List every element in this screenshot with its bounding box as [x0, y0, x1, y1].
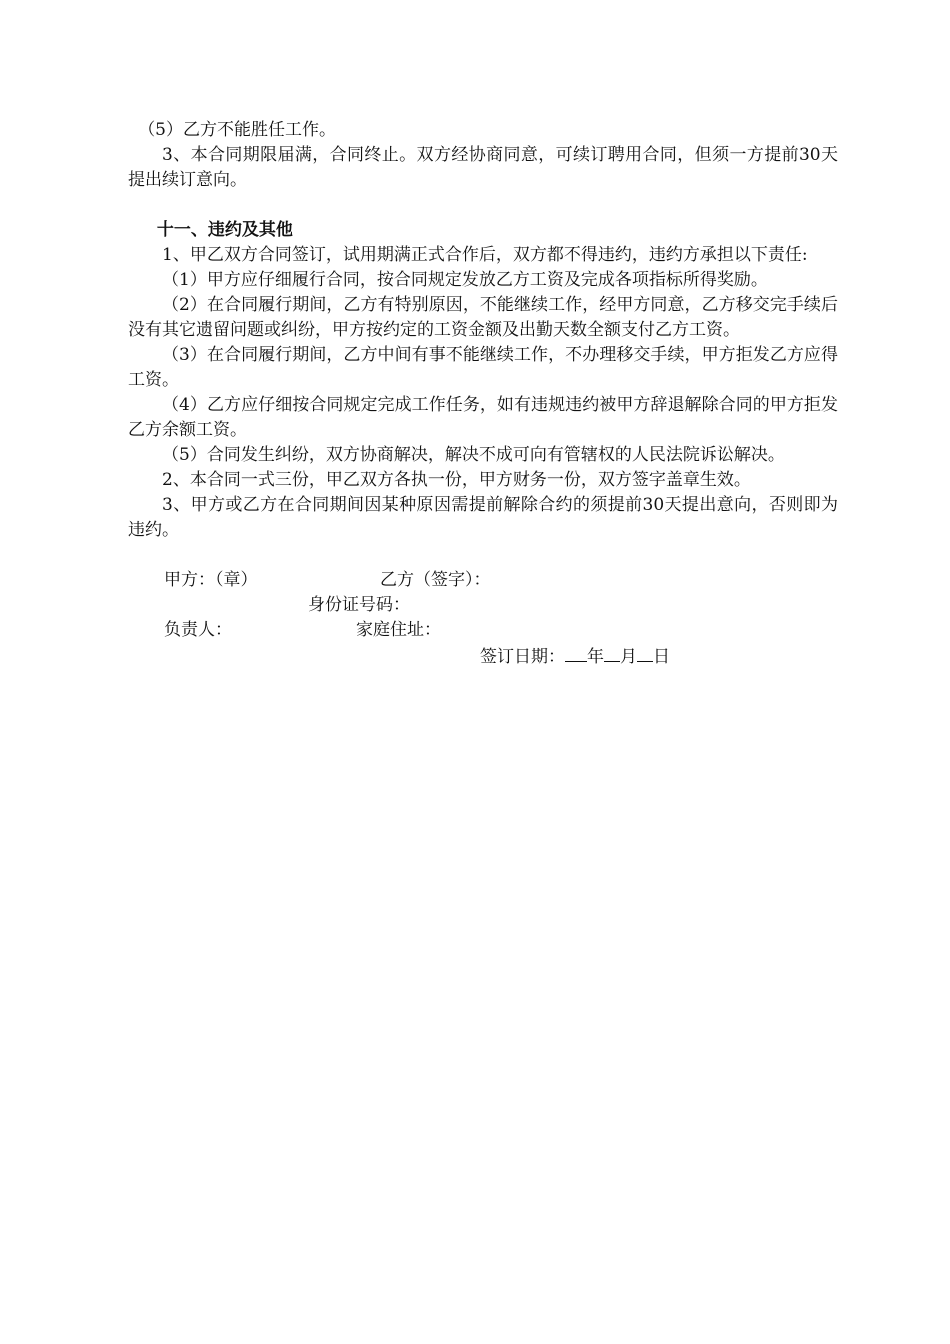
signing-date-label: 签订日期：: [480, 647, 565, 667]
paragraph-item-5: （5）乙方不能胜任工作。: [138, 120, 337, 140]
signature-block: [128, 568, 838, 668]
home-address-label: 家庭住址：: [356, 620, 441, 640]
party-a-label: 甲方：（章）: [164, 570, 258, 590]
clause-1-5: （5）合同发生纠纷，双方协商解决，解决不成可向有管辖权的人民法院诉讼解决。: [162, 445, 785, 465]
clause-1-2: （2）在合同履行期间，乙方有特别原因，不能继续工作，经甲方同意，乙方移交完手续后没有其它遗留问题或纠纷，甲方按约定的工资金额及出勤天数全额支付乙方工资。: [128, 295, 838, 340]
year-blank: [565, 643, 587, 662]
clause-1-1: （1）甲方应仔细履行合同，按合同规定发放乙方工资及完成各项指标所得奖励。: [162, 270, 768, 290]
party-b-label: 乙方（签字）：: [380, 570, 491, 590]
spacer: [128, 193, 838, 218]
clause-3: 3、甲方或乙方在合同期间因某种原因需提前解除合约的须提前30天提出意向，否则即为违约。: [128, 495, 838, 540]
id-number-label: 身份证号码：: [308, 595, 410, 615]
document-page: [128, 118, 838, 668]
day-blank: [637, 643, 653, 662]
month-label: 月: [620, 647, 637, 667]
paragraph-contract-expiry: 3、本合同期限届满，合同终止。双方经协商同意，可续订聘用合同，但须一方提前30天提出续订意向。: [128, 145, 838, 190]
month-blank: [604, 643, 620, 662]
clause-1-3: （3）在合同履行期间，乙方中间有事不能继续工作，不办理移交手续，甲方拒发乙方应得工资。: [128, 345, 838, 390]
day-label: 日: [653, 647, 670, 667]
section-heading: 十一、违约及其他: [156, 220, 293, 240]
signing-date: [480, 643, 670, 670]
responsible-person-label: 负责人：: [164, 620, 232, 640]
clause-1: 1、甲乙双方合同签订，试用期满正式合作后，双方都不得违约，违约方承担以下责任:: [162, 245, 808, 265]
clause-1-4: （4）乙方应仔细按合同规定完成工作任务，如有违规违约被甲方辞退解除合同的甲方拒发乙方余额工资。: [128, 395, 838, 440]
clause-2: 2、本合同一式三份，甲乙双方各执一份，甲方财务一份，双方签字盖章生效。: [162, 470, 751, 490]
year-label: 年: [587, 647, 604, 667]
